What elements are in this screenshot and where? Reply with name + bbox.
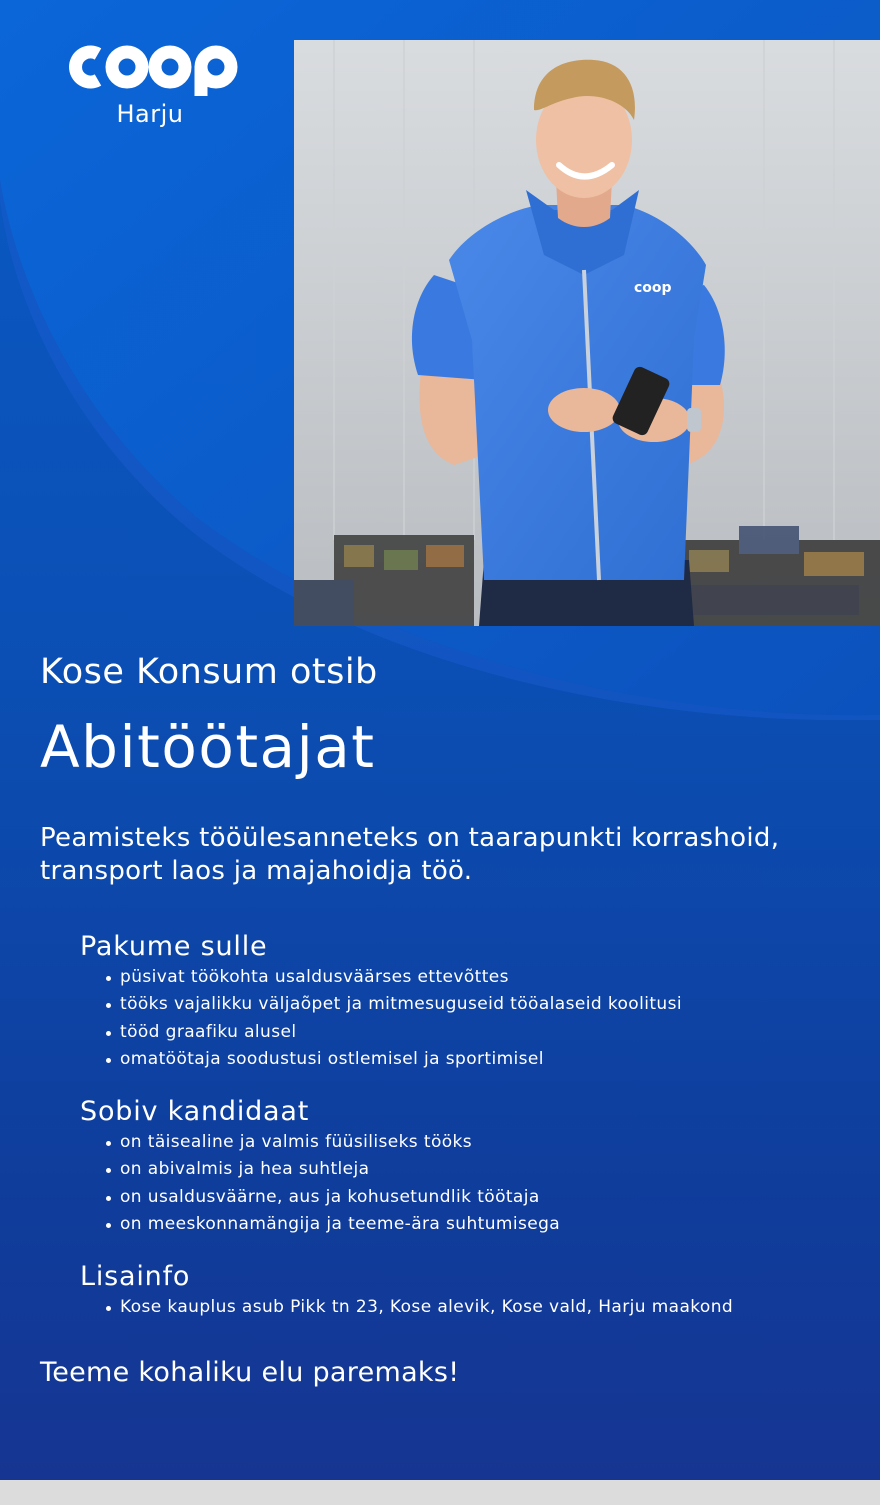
list-item: tööd graafiku alusel [120, 1019, 840, 1046]
candidate-list [80, 1129, 840, 1239]
list-item: Kose kauplus asub Pikk tn 23, Kose alevik, Kose vald, Harju maakond [120, 1294, 840, 1321]
list-item: on meeskonnamängija ja teeme-ära suhtumisega [120, 1211, 840, 1238]
list-item: on abivalmis ja hea suhtleja [120, 1156, 840, 1183]
list-item: on usaldusväärne, aus ja kohusetundlik töötaja [120, 1184, 840, 1211]
tagline: Teeme kohaliku elu paremaks! [40, 1357, 460, 1388]
coop-wordmark-icon [50, 36, 250, 98]
info-list [80, 1294, 840, 1321]
coop-logo [50, 36, 250, 128]
job-description: Peamisteks tööülesanneteks on taarapunkti korrashoid, transport laos ja majahoidja töö. [40, 823, 780, 886]
vest-logo-text: coop [634, 280, 672, 296]
employee-photo [294, 40, 880, 626]
logo-region: Harju [116, 100, 184, 128]
section-candidate [80, 1096, 840, 1239]
section-offer [80, 931, 840, 1074]
section-title: Lisainfo [80, 1261, 191, 1292]
intro-line: Kose Konsum otsib [40, 652, 378, 692]
job-title: Abitöötajat [40, 713, 376, 781]
section-info [80, 1261, 840, 1321]
section-title: Sobiv kandidaat [80, 1096, 310, 1127]
offer-list [80, 964, 840, 1074]
list-item: on täisealine ja valmis füüsiliseks tööks [120, 1129, 840, 1156]
list-item: püsivat töökohta usaldusväärses ettevõttes [120, 964, 840, 991]
list-item: tööks vajalikku väljaõpet ja mitmesuguseid tööalaseid koolitusi [120, 991, 840, 1018]
section-title: Pakume sulle [80, 931, 268, 962]
employee-illustration [294, 40, 880, 626]
list-item: omatöötaja soodustusi ostlemisel ja sportimisel [120, 1046, 840, 1073]
